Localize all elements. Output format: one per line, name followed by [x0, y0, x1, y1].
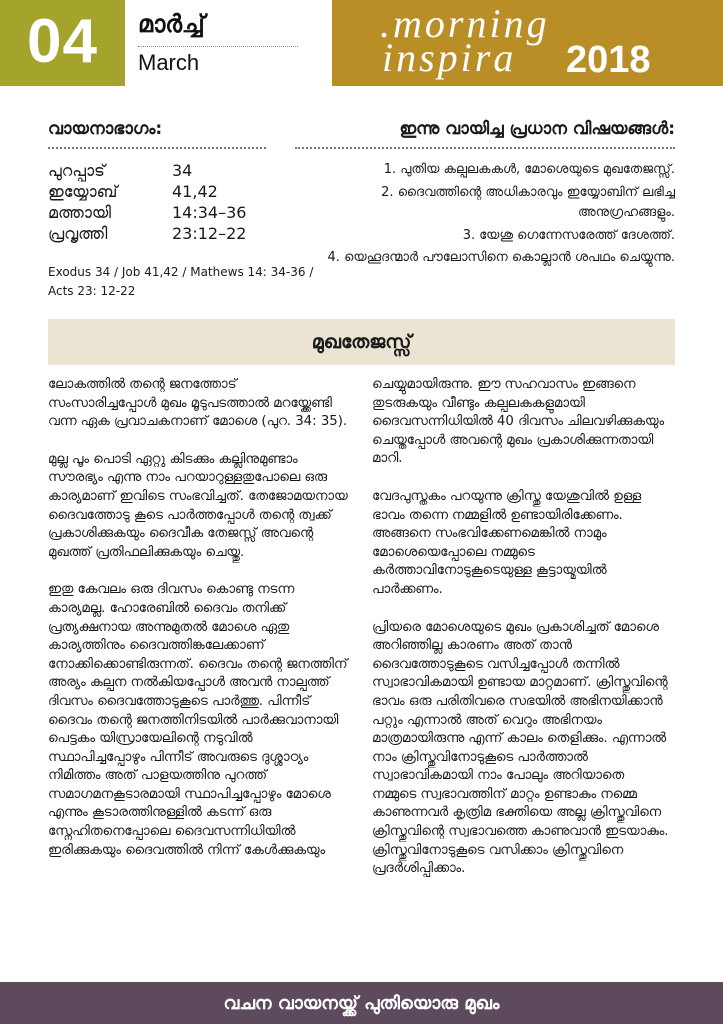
year: 2018: [566, 39, 651, 81]
reading-book: പുറപ്പാട്: [48, 160, 105, 180]
brand-logo-line2: inspira: [382, 35, 517, 80]
article-paragraph: പ്രിയരെ മോശെയുടെ മുഖം പ്രകാശിച്ചത് മോശെ അറിഞ്ഞില്ല കാരണം അത് താൻ ദൈവത്തോടുകൂടെ വസിച്ചപ്പോൾ തന്നിൽ സ്വാഭാവികമായി ഉണ്ടായ മാറ്റമാണ്. ക്രിസ്തുവിന്റെ ഭാവം ഒരു പരിതിവരെ സഭയിൽ അഭിനയിക്കാൻ പറ്റും എന്നാൽ അത് വെറും അഭിനയം മാത്രമായിരുന്നു എന്ന് കാലം തെളിക്കും. എന്നാൽ നാം ക്രിസ്തുവിനോടുകൂടെ പാർത്താൽ സ്വാഭാവികമായി നാം പോലും അറിയാതെ നമ്മുടെ സ്വഭാവത്തിന് മാറ്റം ഉണ്ടാകും നമ്മെ കാണുന്നവർ കൃത്രിമ ഭക്തിയെ അല്ല ക്രിസ്തുവിനെ ക്രിസ്തുവിന്റെ സ്വഭാവത്തെ കാണുവാൻ ഇടയാകും. ക്രിസ്തുവിനോടുകൂടെ വസിക്കാം ക്രിസ്തുവിനെ പ്രദർശിപ്പിക്കാം.: [372, 619, 669, 877]
reading-row: [48, 202, 318, 223]
topic-item: 2. ദൈവത്തിന്റെ അധികാരവും ഇയ്യോബിന് ലഭിച്ച അനുഗ്രഹങ്ങളും.: [381, 184, 675, 220]
article-title-banner: [48, 319, 675, 365]
reading-list: [48, 160, 318, 244]
footer-text: വചന വായനയ്ക്ക് പുതിയൊരു മുഖം: [223, 992, 500, 1014]
day-number: 04: [27, 7, 98, 76]
article-paragraph: ലോകത്തിൽ തന്റെ ജനത്തോട് സംസാരിച്ചപ്പോൾ മുഖം മൂടുപടത്താൽ മറയ്ക്കേണ്ടി വന്ന ഏക പ്രവാചകനാണ് മോശെ (പുറ. 34: 35).: [48, 377, 348, 430]
article-column-right: [372, 376, 672, 898]
reading-divider: [48, 147, 266, 149]
topic-item: 1. പുതിയ കല്പലകകൾ, മോശെയുടെ മുഖതേജസ്സ്.: [383, 162, 675, 177]
reading-book: ഇയ്യോബ്: [48, 181, 118, 201]
reading-row: [48, 160, 318, 181]
article-title: മുഖതേജസ്സ്: [311, 331, 412, 353]
reading-title: വായനാഭാഗം:: [48, 119, 163, 139]
article-paragraph: മുല്ല പൂം പൊടി ഏറ്റു കിടക്കും കല്ലിനുമുണ്ടാം സൗരഭ്യം എന്നു നാം പറയാറുള്ളതുപോലെ ഒരു കാര്യമാണ് ഇവിടെ സംഭവിച്ചത്. തേജോമയനായ ദൈവത്തോടു കൂടെ പാർത്തപ്പോൾ തന്റെ ത്വക്ക് പ്രകാശിക്കുകയും ദൈവീക തേജസ്സ് അവന്റെ മുഖത്ത് പ്രതിഫലിക്കുകയും ചെയ്തു.: [48, 451, 348, 560]
reading-book: പ്രവൃത്തി: [48, 223, 108, 243]
article-column-left: [48, 376, 348, 879]
month-malayalam: മാർച്ച്: [138, 10, 205, 38]
reading-chapter: 34: [172, 161, 193, 180]
reading-chapter: 23:12–22: [172, 224, 247, 243]
reading-english-refs: Exodus 34 / Job 41,42 / Mathews 14: 34-36 / Acts 23: 12-22: [48, 265, 314, 298]
brand-logo-line1: .morning: [380, 1, 550, 46]
article-paragraph: ഇതു കേവലം ഒരു ദിവസം കൊണ്ടു നടന്ന കാര്യമല്ല. ഹോരേബിൽ ദൈവം തനിക്ക് പ്രത്യക്ഷനായ അന്നുമുതൽ മോശെ ഏതു കാര്യത്തിനും ദൈവത്തിങ്കലേക്കാണ് നോക്കിക്കൊണ്ടിരുന്നത്. ദൈവം തന്റെ ജനത്തിന് അര്യം കല്പന നൽകിയപ്പോൾ അവൻ നാല്പത്ത് ദിവസം ദൈവത്തോടുകൂടെ പാർത്തു. പിന്നീട് ദൈവം തന്റെ ജനത്തിനിടയിൽ പാർക്കുവാനായി പെട്ടകം യിസ്രായേലിന്റെ നടുവിൽ സ്ഥാപിച്ചപ്പോഴും പിന്നീട് അവരുടെ ദുശ്ശാഠ്യം നിമിത്തം അത് പാളയത്തിനു പുറത്ത് സമാഗമനകൂടാരമായി സ്ഥാപിച്ചപ്പോഴും മോശെ എന്നും കൂടാരത്തിനുള്ളിൽ കടന്ന് ഒരു സ്നേഹിതനെപ്പോലെ ദൈവസന്നിധിയിൽ ഇരിക്കുകയും ദൈവത്തിൽ നിന്ന് കേൾക്കുകയും: [48, 582, 348, 858]
reading-row: [48, 181, 318, 202]
reading-row: [48, 223, 318, 244]
topics-list: [318, 160, 675, 271]
article-paragraph: ചെയ്യുമായിരുന്നു. ഈ സഹവാസം ഇങ്ങനെ തുടരുകയും വീണ്ടും കല്പലകകളുമായി ദൈവസന്നിധിയിൽ 40 ദിവസം ചിലവഴിക്കുകയും ചെയ്തപ്പോൾ അവന്റെ മുഖം പ്രകാശിക്കുന്നതായി മാറി.: [372, 377, 665, 467]
topic-item: 3. യേശു ഗെന്നേസരേത്ത് ദേശത്ത്.: [462, 227, 675, 243]
article-paragraph: വേദപുസ്തകം പറയുന്നു ക്രിസ്തു യേശുവിൽ ഉള്ള ഭാവം തന്നെ നമ്മളിൽ ഉണ്ടായിരിക്കേണം. അങ്ങനെ സംഭവിക്കേണമെങ്കിൽ നാമും മോശെയെപ്പോലെ നമ്മുടെ കർത്താവിനോടുകൂടെയുള്ള കൂട്ടായ്മയിൽ പാർക്കണം.: [372, 488, 642, 597]
reading-chapter: 14:34–36: [172, 203, 247, 222]
footer-banner: [0, 982, 723, 1024]
month-divider: [138, 46, 298, 47]
reading-chapter: 41,42: [172, 182, 218, 201]
topics-divider: [295, 147, 675, 149]
topic-item: 4. യെഹൂദന്മാർ പൗലോസിനെ കൊല്ലാൻ ശപഥം ചെയ്യുന്നു.: [327, 250, 675, 265]
month-english: March: [138, 50, 200, 75]
topics-title: ഇന്നു വായിച്ച പ്രധാന വിഷയങ്ങൾ:: [399, 119, 675, 139]
reading-book: മത്തായി: [48, 202, 112, 222]
